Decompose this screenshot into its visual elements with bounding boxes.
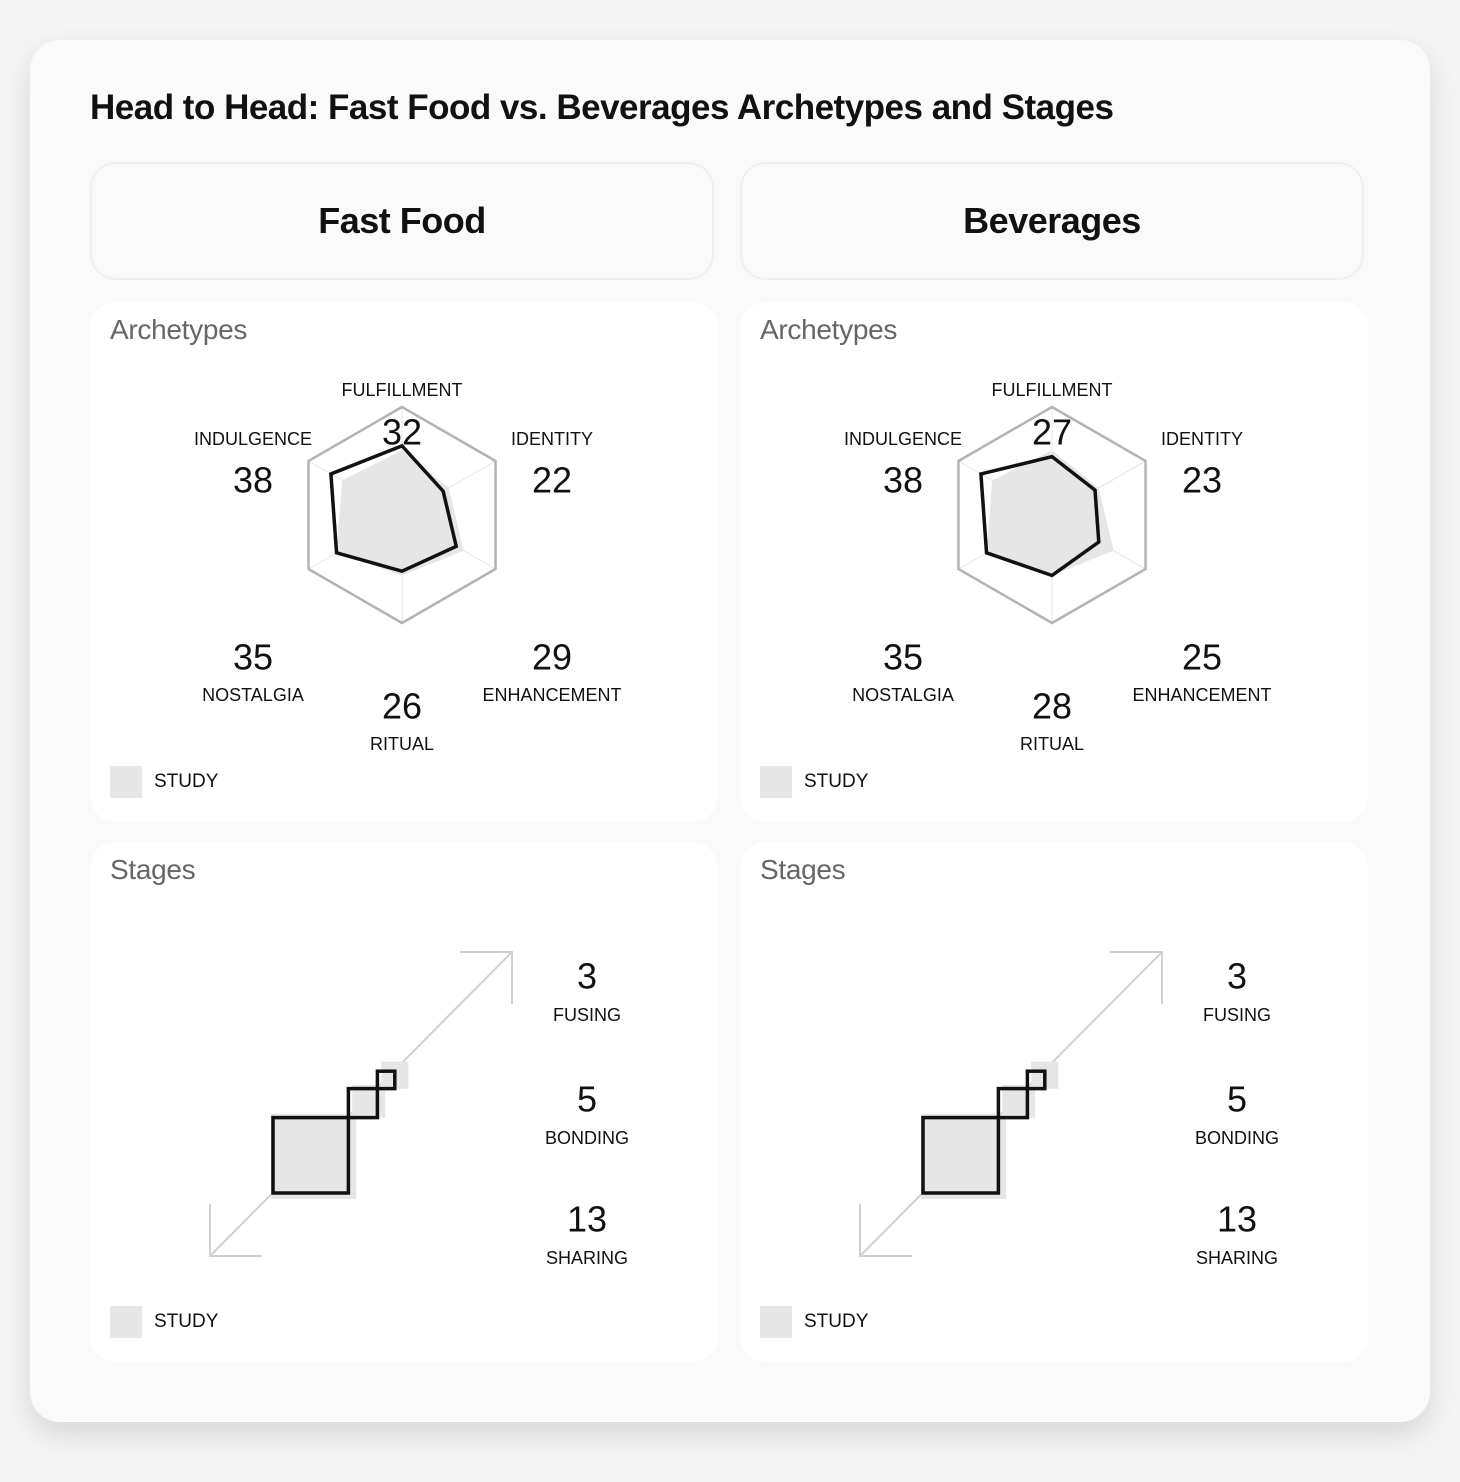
stage-label-fusing: FUSING bbox=[552, 1005, 622, 1025]
axis-label-identity: IDENTITY bbox=[1160, 429, 1244, 449]
value-label-enhancement: 25 bbox=[1181, 636, 1223, 678]
stage-label-fusing: FUSING bbox=[1202, 1005, 1272, 1025]
axis-label-ritual: RITUAL bbox=[1019, 734, 1085, 754]
legend bbox=[760, 766, 868, 798]
stage-value-fusing: 3 bbox=[1226, 955, 1248, 997]
stage-label-bonding: BONDING bbox=[1194, 1128, 1280, 1148]
stage-value-bonding: 5 bbox=[1226, 1078, 1248, 1120]
value-label-nostalgia: 35 bbox=[232, 636, 274, 678]
value-label-indulgence: 38 bbox=[882, 459, 924, 501]
study-square-sharing bbox=[271, 1114, 356, 1199]
stages-chart bbox=[90, 842, 718, 1362]
legend-label-study: STUDY bbox=[154, 1311, 219, 1332]
stages-panel-fast-food bbox=[90, 842, 718, 1362]
stages-chart bbox=[740, 842, 1368, 1362]
value-label-fulfillment: 27 bbox=[1031, 411, 1073, 453]
stage-value-sharing: 13 bbox=[1216, 1198, 1258, 1240]
value-label-identity: 22 bbox=[531, 459, 573, 501]
value-label-enhancement: 29 bbox=[531, 636, 573, 678]
value-label-identity: 23 bbox=[1181, 459, 1223, 501]
axis-label-enhancement: ENHANCEMENT bbox=[482, 685, 622, 705]
axis-label-ritual: RITUAL bbox=[369, 734, 435, 754]
panel-title: Archetypes bbox=[760, 314, 898, 345]
column-header-fast-food: Fast Food bbox=[90, 162, 714, 280]
value-label-indulgence: 38 bbox=[232, 459, 274, 501]
stages-panel-beverages bbox=[740, 842, 1368, 1362]
legend-label-study: STUDY bbox=[154, 771, 219, 792]
legend-swatch-study bbox=[760, 1306, 792, 1338]
column-header-beverages: Beverages bbox=[740, 162, 1364, 280]
panel-title: Archetypes bbox=[110, 314, 248, 345]
page-title: Head to Head: Fast Food vs. Beverages Archetypes and Stages bbox=[90, 88, 1114, 127]
archetypes-panel-fast-food bbox=[90, 302, 718, 822]
legend-label-study: STUDY bbox=[804, 1311, 869, 1332]
legend bbox=[110, 1306, 218, 1338]
axis-label-nostalgia: NOSTALGIA bbox=[852, 685, 954, 705]
legend-label-study: STUDY bbox=[804, 771, 869, 792]
legend bbox=[110, 766, 218, 798]
panel-title: Stages bbox=[110, 854, 196, 885]
stage-value-bonding: 5 bbox=[576, 1078, 598, 1120]
stage-label-sharing: SHARING bbox=[545, 1248, 629, 1268]
stage-label-sharing: SHARING bbox=[1195, 1248, 1279, 1268]
axis-label-fulfillment: FULFILLMENT bbox=[991, 380, 1113, 400]
stage-value-sharing: 13 bbox=[566, 1198, 608, 1240]
axis-label-indulgence: INDULGENCE bbox=[843, 429, 963, 449]
legend bbox=[760, 1306, 868, 1338]
archetypes-panel-beverages bbox=[740, 302, 1368, 822]
stage-label-bonding: BONDING bbox=[544, 1128, 630, 1148]
value-label-nostalgia: 35 bbox=[882, 636, 924, 678]
dashboard-card bbox=[30, 40, 1430, 1422]
axis-label-enhancement: ENHANCEMENT bbox=[1132, 685, 1272, 705]
axis-label-indulgence: INDULGENCE bbox=[193, 429, 313, 449]
study-square-sharing bbox=[921, 1114, 1006, 1199]
axis-label-fulfillment: FULFILLMENT bbox=[341, 380, 463, 400]
legend-swatch-study bbox=[760, 766, 792, 798]
value-label-fulfillment: 32 bbox=[381, 411, 423, 453]
archetypes-radar-chart bbox=[90, 302, 718, 822]
axis-label-identity: IDENTITY bbox=[510, 429, 594, 449]
value-label-ritual: 28 bbox=[1031, 685, 1073, 727]
value-label-ritual: 26 bbox=[381, 685, 423, 727]
panel-title: Stages bbox=[760, 854, 846, 885]
legend-swatch-study bbox=[110, 766, 142, 798]
archetypes-radar-chart bbox=[740, 302, 1368, 822]
legend-swatch-study bbox=[110, 1306, 142, 1338]
axis-label-nostalgia: NOSTALGIA bbox=[202, 685, 304, 705]
stage-value-fusing: 3 bbox=[576, 955, 598, 997]
